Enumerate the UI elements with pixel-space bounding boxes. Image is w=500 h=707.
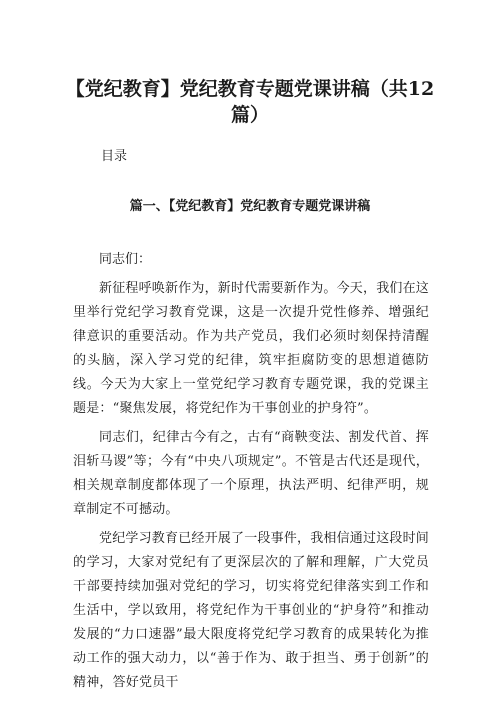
- paragraph-1: 新征程呼唤新作为，新时代需要新作为。今天，我们在这里举行党纪学习教育党课，这是一次提升党性修养、增强纪律意识的重要活动。作为共产党员，我们必须时刻保持清醒的头脑，深入学习党的纪律，筑牢拒腐防变的思想道德防线。今天为大家上一堂党纪学习教育专题党课，我的党课主题是：“聚焦发展，将党纪作为干事创业的护身符”。: [73, 281, 430, 416]
- paragraph-2: 同志们，纪律古今有之，古有“商鞅变法、割发代首、挥泪斩马谡”等；今有“中央八项规定”。不管是古代还是现代，相关规章制度都体现了一个原理，执法严明、纪律严明，规章制定不可撼动。: [73, 430, 429, 517]
- document-title: 【党纪教育】党纪教育专题党课讲稿（共12篇）: [65, 78, 435, 126]
- paragraph-3: 党纪学习教育已经开展了一段事件，我相信通过这段时间的学习，大家对党纪有了更深层次的了解和理解，广大党员干部要持续加强对党纪的学习，切实将党纪律落实到工作和生活中，学以致用，将党纪作为干事创业的“护身符”和推动发展的“力口速器”最大限度将党纪学习教育的成果转化为推动工作的强大动力，以“善于作为、敢于担当、勇于创新”的精神，答好党员干: [73, 531, 430, 690]
- greeting: 同志们：: [99, 252, 152, 267]
- toc-label: 目录: [101, 149, 128, 164]
- body-text: [73, 248, 429, 700]
- section-heading: 篇一、【党纪教育】党纪教育专题党课讲稿: [129, 199, 371, 214]
